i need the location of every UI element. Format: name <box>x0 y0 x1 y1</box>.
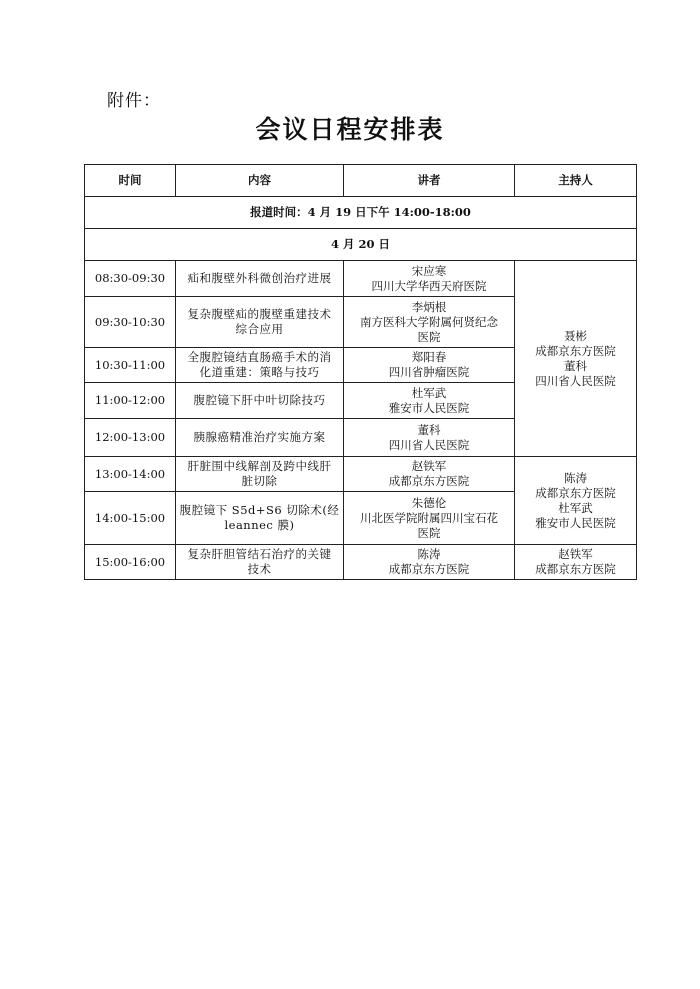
session-host: 聂彬 成都京东方医院 董科 四川省人民医院 <box>515 261 637 457</box>
session-speaker: 李炳根 南方医科大学附属何贤纪念 医院 <box>344 297 515 348</box>
table-row <box>85 457 637 492</box>
page-title: 会议日程安排表 <box>255 115 445 144</box>
header-host: 主持人 <box>515 165 637 197</box>
registration-row <box>85 197 637 229</box>
session-content: 肝脏围中线解剖及跨中线肝 脏切除 <box>176 457 344 492</box>
session-content: 胰腺癌精准治疗实施方案 <box>176 419 344 457</box>
session-time: 08:30-09:30 <box>85 261 176 297</box>
table-row <box>85 545 637 580</box>
session-speaker: 宋应寒 四川大学华西天府医院 <box>344 261 515 297</box>
header-speaker: 讲者 <box>344 165 515 197</box>
session-time: 13:00-14:00 <box>85 457 176 492</box>
registration-time: 报道时间：4 月 19 日下午 14:00-18:00 <box>85 197 637 229</box>
session-content: 腹腔镜下肝中叶切除技巧 <box>176 383 344 419</box>
table-row <box>85 261 637 297</box>
session-time: 12:00-13:00 <box>85 419 176 457</box>
day-label: 4 月 20 日 <box>85 229 637 261</box>
attachment-label: 附件： <box>107 91 161 111</box>
session-time: 09:30-10:30 <box>85 297 176 348</box>
session-time: 15:00-16:00 <box>85 545 176 580</box>
table-header-row <box>85 165 637 197</box>
day-row <box>85 229 637 261</box>
session-content: 复杂腹壁疝的腹壁重建技术 综合应用 <box>176 297 344 348</box>
session-content: 腹腔镜下 S5d+S6 切除术(经 leannec 膜) <box>176 492 344 545</box>
session-speaker: 杜军武 雅安市人民医院 <box>344 383 515 419</box>
session-content: 疝和腹壁外科微创治疗进展 <box>176 261 344 297</box>
session-speaker: 陈涛 成都京东方医院 <box>344 545 515 580</box>
session-content: 全腹腔镜结直肠癌手术的消 化道重建：策略与技巧 <box>176 348 344 383</box>
session-time: 14:00-15:00 <box>85 492 176 545</box>
header-time: 时间 <box>85 165 176 197</box>
session-speaker: 郑阳春 四川省肿瘤医院 <box>344 348 515 383</box>
session-time: 11:00-12:00 <box>85 383 176 419</box>
header-content: 内容 <box>176 165 344 197</box>
session-content: 复杂肝胆管结石治疗的关键 技术 <box>176 545 344 580</box>
session-host: 赵铁军 成都京东方医院 <box>515 545 637 580</box>
session-time: 10:30-11:00 <box>85 348 176 383</box>
session-host: 陈涛 成都京东方医院 杜军武 雅安市人民医院 <box>515 457 637 545</box>
session-speaker: 董科 四川省人民医院 <box>344 419 515 457</box>
session-speaker: 赵铁军 成都京东方医院 <box>344 457 515 492</box>
session-speaker: 朱德伦 川北医学院附属四川宝石花 医院 <box>344 492 515 545</box>
schedule-table <box>84 164 637 580</box>
